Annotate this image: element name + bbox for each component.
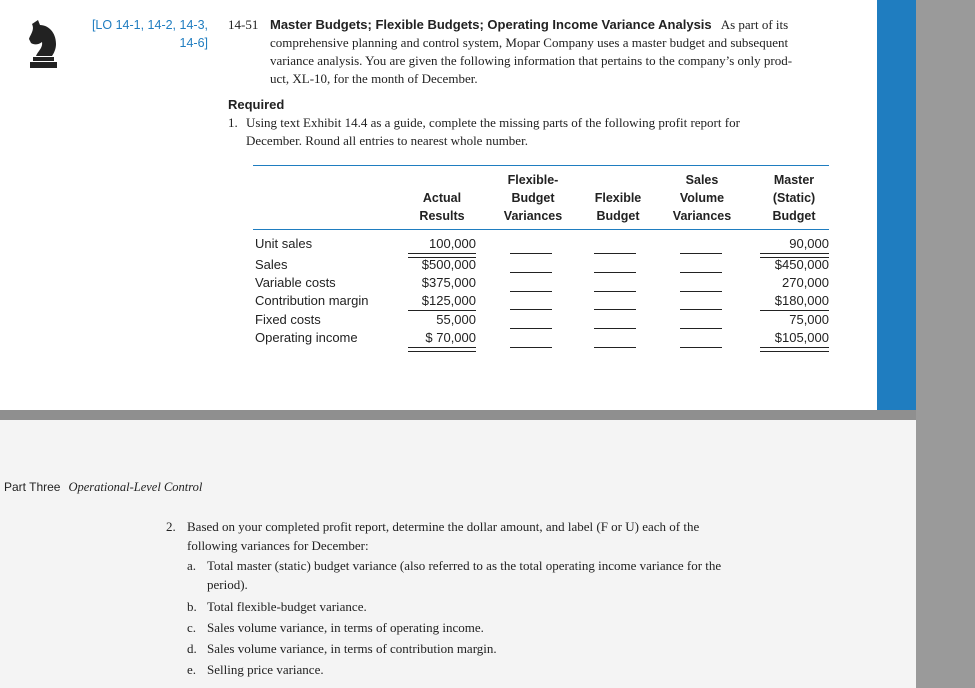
table-header-rule [253,229,829,230]
page-divider [0,410,916,420]
header-fbv-line-1: Flexible- [507,173,559,187]
actual-fixed-costs: 55,000 [436,312,476,327]
actual-contribution-margin: $125,000 [421,293,476,308]
row-label-fixed-costs: Fixed costs [255,312,321,327]
header-mb-line-1: Master [773,173,815,187]
actual-variable-costs: $375,000 [421,275,476,290]
subitem-e: Selling price variance. [207,662,324,677]
row-label-contribution-margin: Contribution margin [255,293,369,308]
answer-blank[interactable] [594,272,636,273]
question-2-line-1: Based on your completed profit report, determine the dollar amount, and label (F or U) each of the [187,519,700,534]
part-footer [4,480,202,495]
answer-blank[interactable] [680,291,722,292]
required-heading: Required [228,97,285,112]
actual-total-double-rule [408,347,476,352]
header-master-budget [756,171,832,225]
subitem-letter: c. [187,620,197,635]
problem-title: Master Budgets; Flexible Budgets; Operating Income Variance Analysis [270,17,712,32]
actual-subtotal-rule [408,310,476,311]
header-actual-results [410,189,474,225]
intro-line-2: comprehensive planning and control system, Mopar Company uses a master budget and subsequent [270,35,789,50]
lo-line-1: [LO 14-1, 14-2, 14-3, [91,18,208,32]
subitem-letter: a. [187,558,197,573]
answer-blank[interactable] [594,291,636,292]
header-actual-line-2: Results [419,209,465,223]
part-title: Operational-Level Control [68,480,203,494]
answer-blank[interactable] [680,309,722,310]
row-label-sales: Sales [255,257,288,272]
lo-line-2: 14-6] [179,36,208,50]
answer-blank[interactable] [680,272,722,273]
row-label-operating-income: Operating income [255,330,358,345]
master-sales: $450,000 [774,257,829,272]
answer-blank[interactable] [510,328,552,329]
intro-line-4: uct, XL-10, for the month of December. [270,71,478,86]
problem-statement [270,16,860,88]
required-item-1-line-2: December. Round all entries to nearest whole number. [246,133,528,148]
question-2-number: 2. [166,519,176,534]
required-item-1-number: 1. [228,115,238,130]
answer-blank[interactable] [594,253,636,254]
master-variable-costs: 270,000 [782,275,829,290]
required-item-1 [228,114,860,150]
subitem-letter: e. [187,662,197,677]
subitem-letter: b. [187,599,197,614]
header-svv-line-1: Sales [685,173,719,187]
table-top-rule [253,165,829,166]
header-svv-line-3: Variances [672,209,732,223]
header-fbv-line-3: Variances [503,209,563,223]
header-mb-line-3: Budget [772,209,816,223]
actual-unit-sales: 100,000 [429,236,476,251]
subitem-a-line-1: Total master (static) budget variance (also referred to as the total operating income variance for the [207,558,722,573]
subitem-d: Sales volume variance, in terms of contribution margin. [207,641,497,656]
subitem-letter: d. [187,641,197,656]
master-total-double-rule [760,347,829,352]
part-number: Part Three [4,480,61,494]
answer-blank[interactable] [680,253,722,254]
row-label-variable-costs: Variable costs [255,275,336,290]
master-contribution-margin: $180,000 [774,293,829,308]
header-fb-line-1: Flexible [594,191,642,205]
master-operating-income: $105,000 [774,330,829,345]
master-fixed-costs: 75,000 [789,312,829,327]
answer-blank[interactable] [680,347,722,348]
question-2-stem [187,517,827,555]
answer-blank[interactable] [510,291,552,292]
chess-knight-icon [26,18,60,70]
actual-unit-sales-double-rule [408,253,476,258]
question-2-line-2: following variances for December: [187,538,369,553]
header-mb-line-2: (Static) [772,191,816,205]
answer-blank[interactable] [680,328,722,329]
header-flexible-budget [586,189,650,225]
header-sales-volume-variances [664,171,740,225]
subitem-b: Total flexible-budget variance. [207,599,367,614]
answer-blank[interactable] [510,253,552,254]
intro-line-3: variance analysis. You are given the following information that pertains to the company’s only prod- [270,53,793,68]
subitem-c: Sales volume variance, in terms of operating income. [207,620,484,635]
header-fbv-line-2: Budget [511,191,555,205]
header-svv-line-2: Volume [679,191,725,205]
actual-operating-income: $ 70,000 [425,330,476,345]
master-unit-sales-double-rule [760,253,829,258]
subitem-a-line-2: period). [207,577,248,592]
page-edge-tab [877,0,916,411]
learning-objectives [64,16,208,52]
header-fb-line-2: Budget [596,209,640,223]
answer-blank[interactable] [594,347,636,348]
answer-blank[interactable] [510,347,552,348]
subitem-a [207,556,827,594]
header-flexible-budget-variances [494,171,572,225]
row-label-unit-sales: Unit sales [255,236,313,251]
answer-blank[interactable] [510,272,552,273]
problem-number: 14-51 [228,17,259,32]
master-subtotal-rule [760,310,829,311]
required-item-1-line-1: Using text Exhibit 14.4 as a guide, complete the missing parts of the following profit report for [246,115,740,130]
header-actual-line-1: Actual [422,191,462,205]
intro-line-1: As part of its [720,17,789,32]
master-unit-sales: 90,000 [789,236,829,251]
actual-sales: $500,000 [421,257,476,272]
answer-blank[interactable] [594,328,636,329]
answer-blank[interactable] [594,309,636,310]
answer-blank[interactable] [510,309,552,310]
